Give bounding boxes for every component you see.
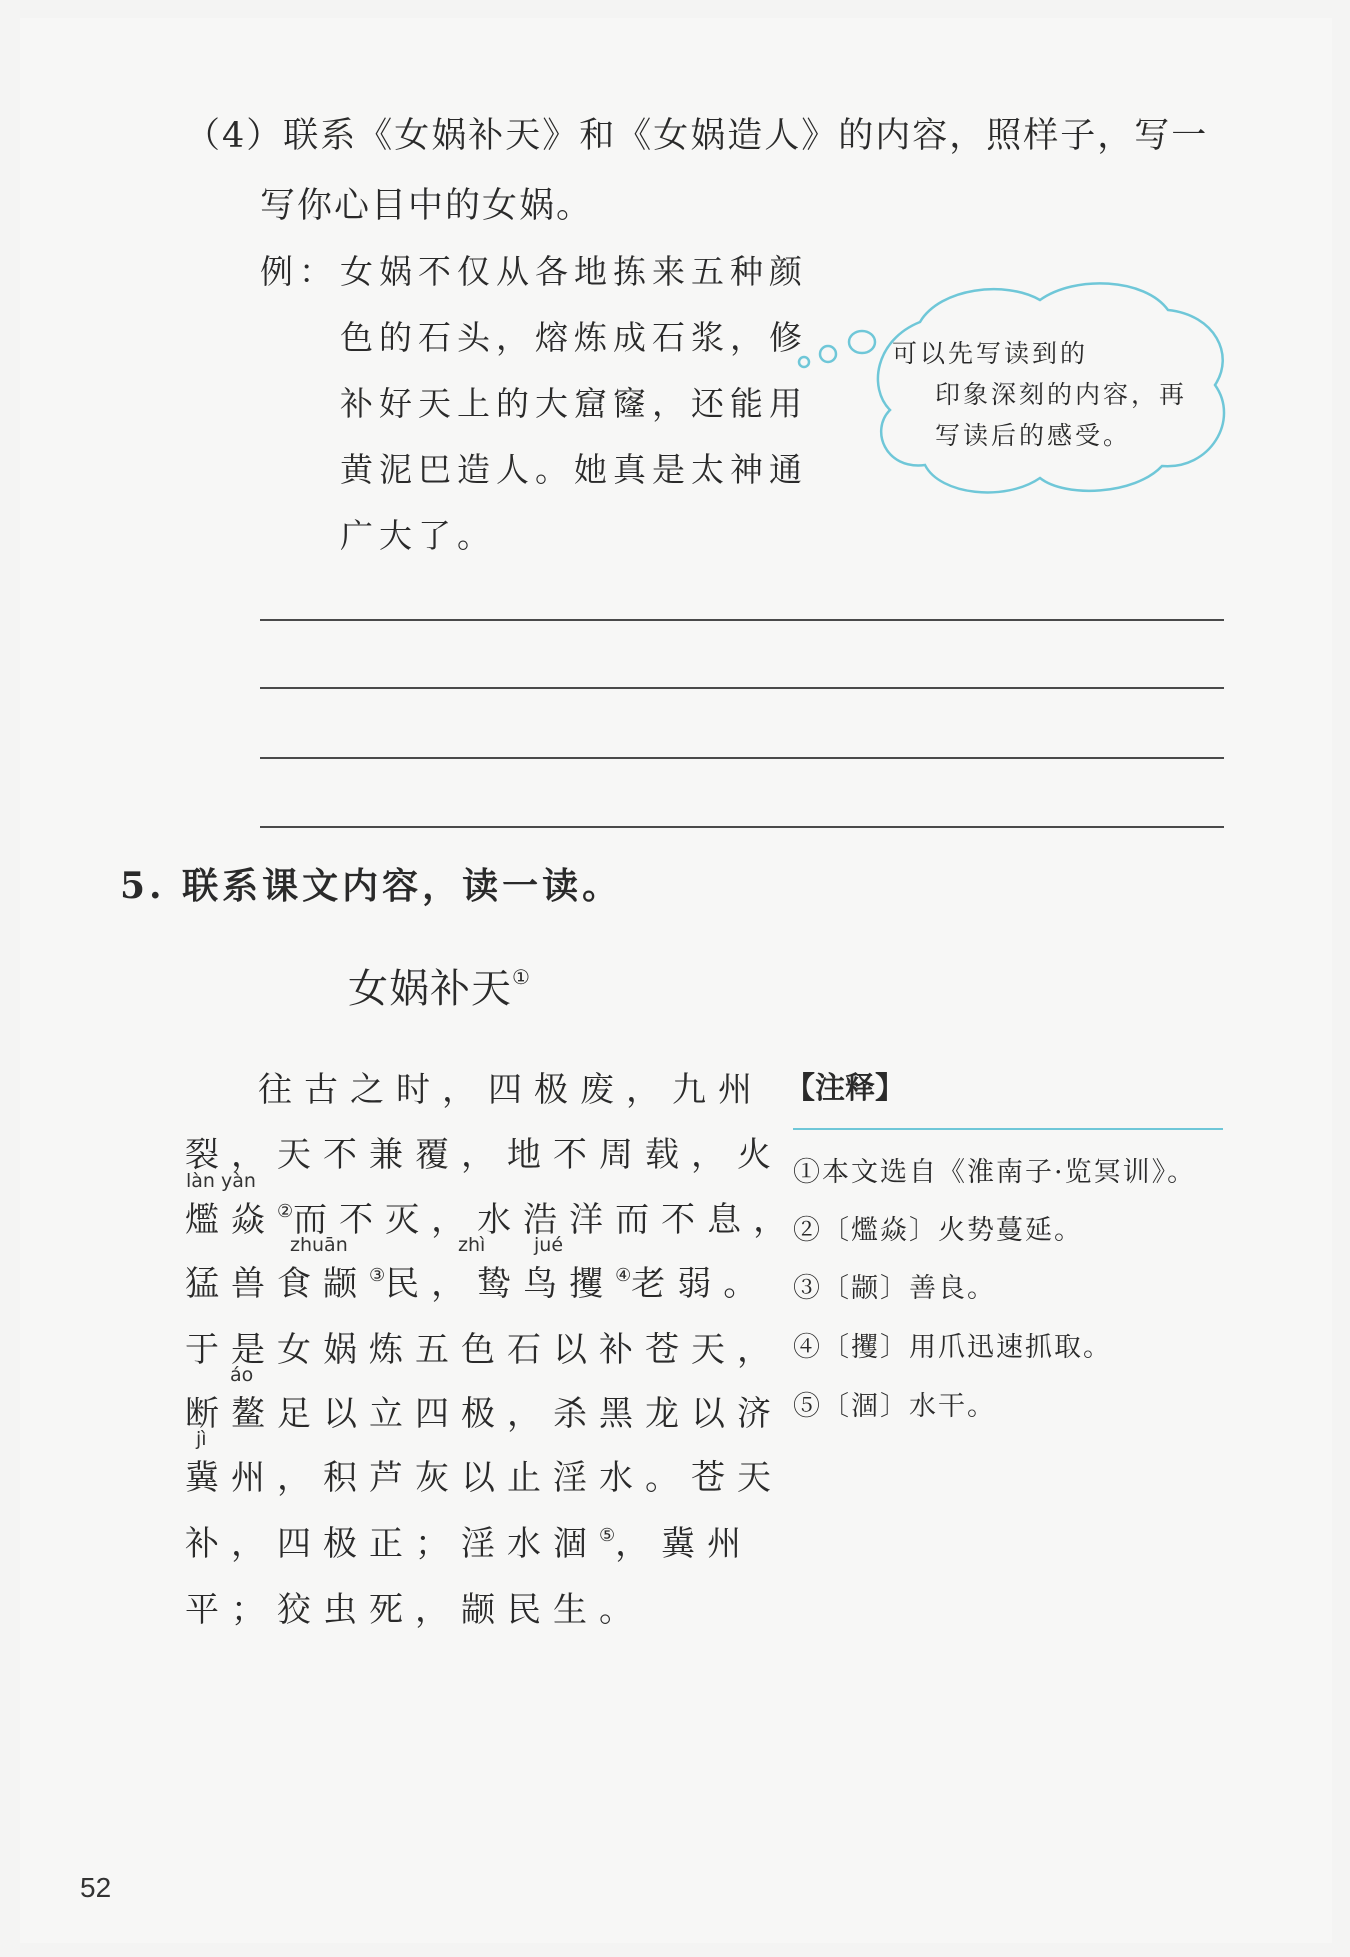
note-4: ④〔攫〕用爪迅速抓取。 xyxy=(793,1332,1112,1363)
section-5-title: 5. 联系课文内容，读一读。 xyxy=(120,865,623,907)
pinyin-ji: jì xyxy=(196,1428,207,1450)
question-4-line-2: 写你心目中的女娲。 xyxy=(260,186,594,226)
poem-line-2: 裂，天不兼覆，地不周载，火 xyxy=(185,1135,783,1175)
note-3: ③〔颛〕善良。 xyxy=(793,1273,996,1304)
note-5: ⑤〔涸〕水干。 xyxy=(793,1391,996,1422)
pinyin-ao: áo xyxy=(230,1364,254,1386)
notes-divider xyxy=(793,1128,1223,1130)
title-note-ref: ① xyxy=(512,965,531,989)
answer-line[interactable] xyxy=(260,687,1224,689)
example-line-4: 黄泥巴造人。她真是太神通 xyxy=(340,450,808,489)
pinyin-zhi: zhì xyxy=(458,1234,486,1256)
example-label: 例： xyxy=(260,252,338,291)
bubble-line-2: 印象深刻的内容，再 xyxy=(935,380,1188,409)
pinyin-zhuan: zhuān xyxy=(290,1234,348,1256)
pinyin-jue: jué xyxy=(534,1234,564,1256)
question-4-line-1: （4）联系《女娲补天》和《女娲造人》的内容，照样子，写一 xyxy=(185,116,1209,156)
answer-line[interactable] xyxy=(260,826,1224,828)
poem-line-6: 断鳌足以立四极，杀黑龙以济 xyxy=(185,1394,783,1434)
page-number: 52 xyxy=(80,1872,112,1903)
poem-line-4: 猛兽食颛③民，鸷鸟攫④老弱。 xyxy=(185,1264,770,1304)
note-2: ②〔爁焱〕火势蔓延。 xyxy=(793,1215,1083,1246)
poem-line-5: 于是女娲炼五色石以补苍天， xyxy=(185,1330,783,1370)
answer-line[interactable] xyxy=(260,757,1224,759)
example-line-5: 广大了。 xyxy=(340,516,496,555)
poem-title: 女娲补天① xyxy=(348,965,531,1012)
pinyin-lan-yan: làn yàn xyxy=(186,1170,256,1192)
poem-line-9: 平；狡虫死，颛民生。 xyxy=(185,1590,645,1630)
example-line-1: 女娲不仅从各地拣来五种颜 xyxy=(340,252,808,291)
answer-line[interactable] xyxy=(260,619,1224,621)
bubble-line-1: 可以先写读到的 xyxy=(891,339,1089,368)
example-line-3: 补好天上的大窟窿，还能用 xyxy=(340,384,808,423)
note-1: ①本文选自《淮南子·览冥训》。 xyxy=(793,1157,1197,1188)
poem-line-7: 冀州，积芦灰以止淫水。苍天 xyxy=(185,1458,783,1498)
poem-line-1: 往古之时，四极废，九州 xyxy=(258,1070,764,1110)
poem-line-8: 补，四极正；淫水涸⑤，冀州 xyxy=(185,1524,754,1564)
bubble-line-3: 写读后的感受。 xyxy=(935,421,1132,450)
notes-heading: 【注释】 xyxy=(785,1071,905,1106)
poem-line-3: 爁焱②而不灭，水浩洋而不息， xyxy=(185,1200,800,1240)
example-line-2: 色的石头，熔炼成石浆，修 xyxy=(340,318,808,357)
